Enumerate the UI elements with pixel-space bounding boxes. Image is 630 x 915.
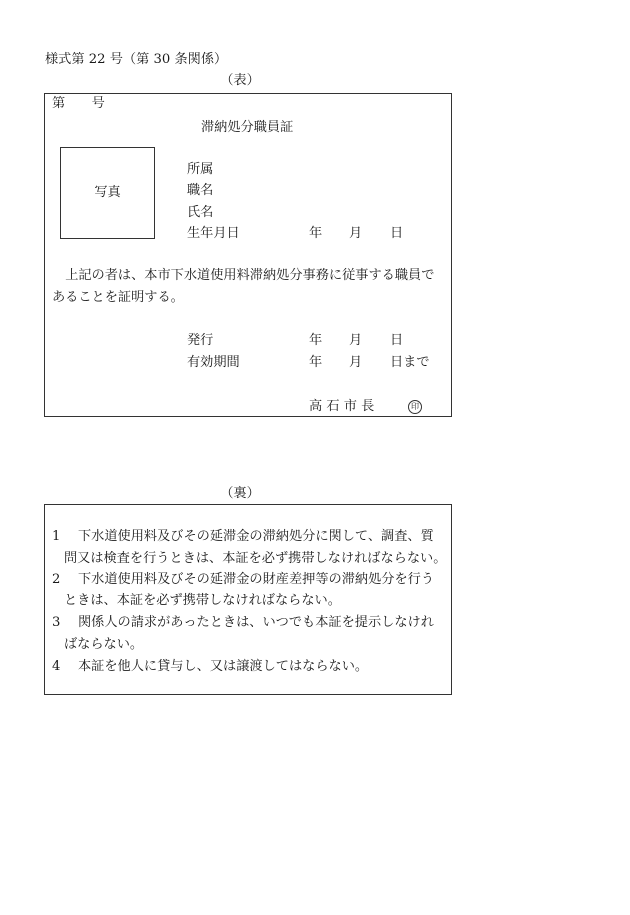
issuer-name: 高 石 市 長	[309, 399, 375, 414]
item-number: 1	[52, 529, 61, 544]
item-number: 2	[52, 572, 61, 587]
item-number: 4	[52, 659, 61, 674]
birth-day-label: 日	[390, 226, 404, 241]
item-text-line: 下水道使用料及びその延滞金の財産差押等の滞納処分を行う	[78, 572, 435, 587]
item-number: 3	[52, 615, 61, 630]
photo-label: 写真	[94, 185, 121, 200]
statement-line-1: 上記の者は、本市下水道使用料滞納処分事務に従事する職員で	[65, 268, 435, 283]
back-side-label: （裏）	[220, 486, 260, 501]
issue-year-label: 年	[309, 333, 323, 348]
form-number: 様式第 22 号（第 30 条関係）	[45, 52, 228, 67]
item-text-line: 問又は検査を行うときは、本証を必ず携帯しなければならない。	[64, 551, 447, 566]
position-label: 職名	[187, 183, 214, 198]
item-text-line: ばならない。	[64, 637, 144, 652]
item-text-line: 関係人の請求があったときは、いつでも本証を提示しなけれ	[78, 615, 434, 630]
issue-day-label: 日	[390, 333, 404, 348]
name-label: 氏名	[187, 205, 214, 220]
birth-date-label: 生年月日	[187, 226, 240, 241]
validity-label: 有効期間	[187, 355, 240, 370]
number-line	[52, 96, 105, 112]
birth-year-label: 年	[309, 226, 323, 241]
photo-area	[60, 147, 155, 239]
back-card	[44, 504, 452, 695]
validity-year-label: 年	[309, 355, 323, 370]
statement-line-2: あることを証明する。	[52, 290, 184, 305]
affiliation-label: 所属	[187, 162, 214, 177]
number-suffix: 号	[91, 96, 105, 111]
front-side-label: （表）	[220, 73, 260, 88]
item-text-line: 下水道使用料及びその延滞金の滞納処分に関して、調査、質	[78, 529, 434, 544]
front-card	[44, 93, 452, 417]
item-text-line: 本証を他人に貸与し、又は譲渡してはならない。	[78, 659, 369, 674]
birth-month-label: 月	[349, 226, 363, 241]
issue-label: 発行	[187, 333, 214, 348]
issue-month-label: 月	[349, 333, 363, 348]
validity-day-label: 日まで	[390, 355, 430, 370]
seal-mark: 印	[408, 400, 422, 414]
item-text-line: ときは、本証を必ず携帯しなければならない。	[64, 593, 341, 608]
number-prefix: 第	[52, 96, 66, 111]
validity-month-label: 月	[349, 355, 363, 370]
card-title: 滞納処分職員証	[201, 120, 294, 135]
